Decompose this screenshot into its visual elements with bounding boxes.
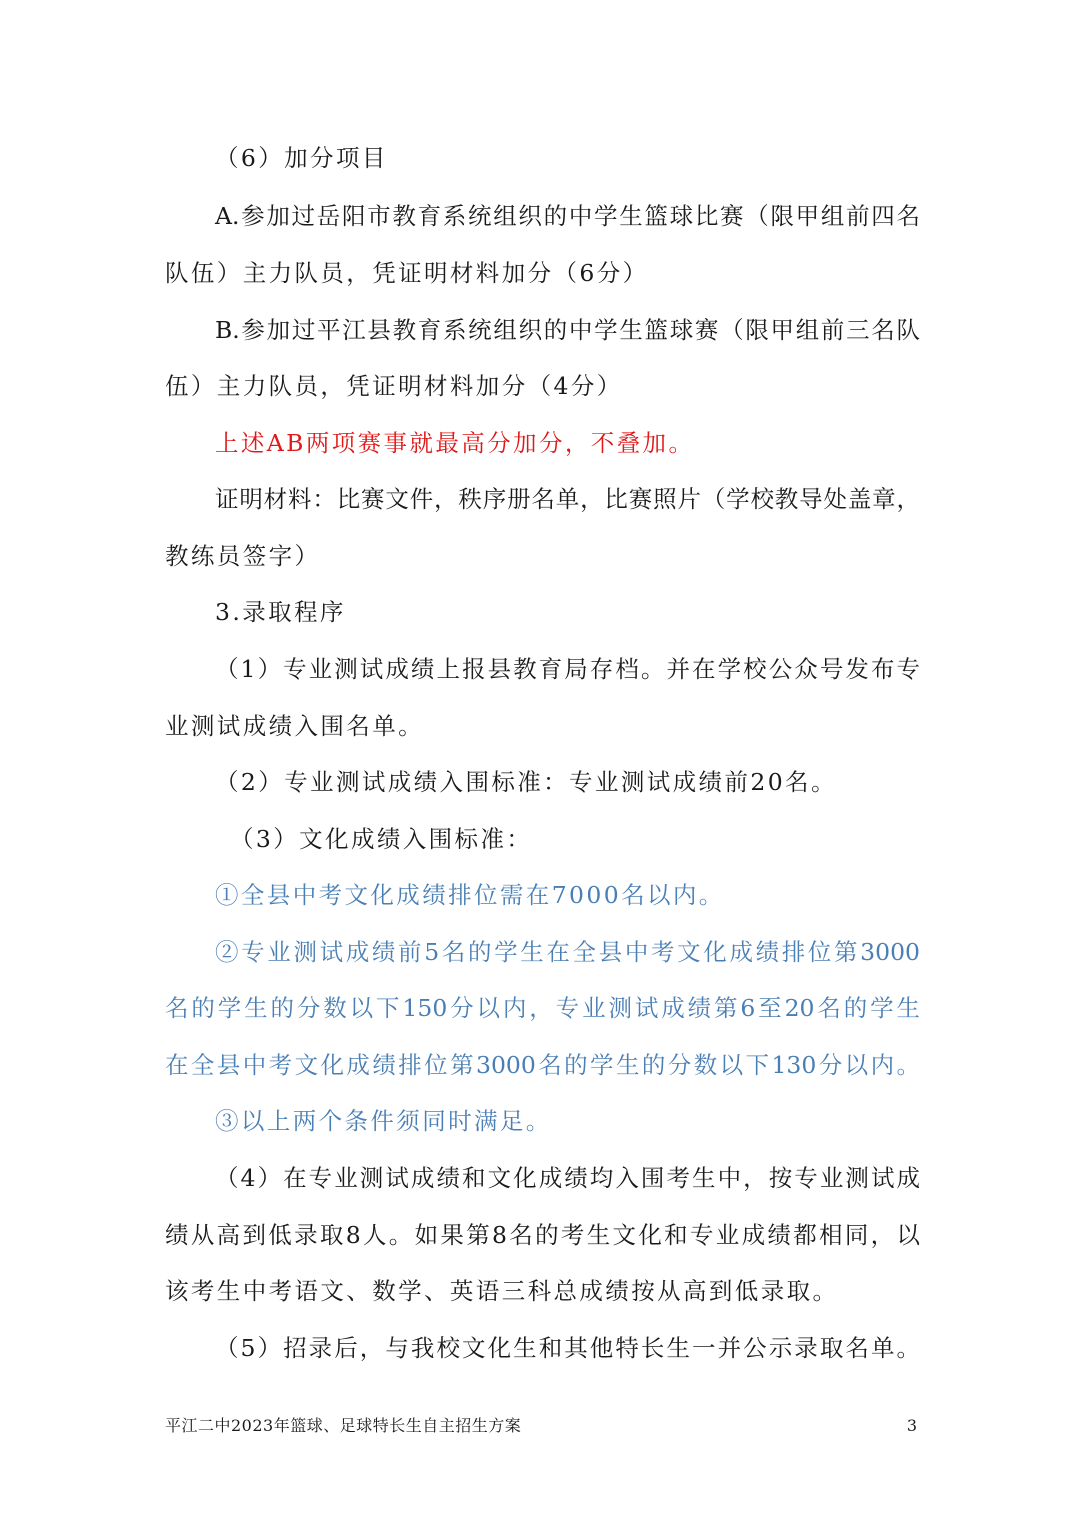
text-line: （4）在专业测试成绩和文化成绩均入围考生中，按专业测试成	[215, 1164, 920, 1192]
text-line: （2）专业测试成绩入围标准：专业测试成绩前20名。	[215, 768, 837, 796]
text-line: ①全县中考文化成绩排位需在7000名以内。	[215, 881, 725, 909]
text-line: ②专业测试成绩前5名的学生在全县中考文化成绩排位第3000	[215, 938, 920, 966]
text-line: A.参加过岳阳市教育系统组织的中学生篮球比赛（限甲组前四名	[215, 202, 920, 230]
text-line: 业测试成绩入围名单。	[165, 712, 424, 740]
text-line: 在全县中考文化成绩排位第3000名的学生的分数以下130分以内。	[165, 1051, 920, 1079]
text-line: 教练员签字）	[165, 542, 321, 570]
text-line: 伍）主力队员，凭证明材料加分（4分）	[165, 372, 623, 400]
text-line: （5）招录后，与我校文化生和其他特长生一并公示录取名单。	[215, 1334, 920, 1362]
text-line: 绩从高到低录取8人。如果第8名的考生文化和专业成绩都相同，以	[165, 1221, 920, 1249]
text-line: 证明材料：比赛文件，秩序册名单，比赛照片（学校教导处盖章，	[215, 485, 920, 513]
text-line: ③以上两个条件须同时满足。	[215, 1107, 552, 1135]
text-line: 该考生中考语文、数学、英语三科总成绩按从高到低录取。	[165, 1277, 839, 1305]
text-line: （3）文化成绩入围标准：	[230, 825, 533, 853]
text-line: 3.录取程序	[215, 598, 346, 626]
text-line: （1）专业测试成绩上报县教育局存档。并在学校公众号发布专	[215, 655, 920, 683]
text-line: （6）加分项目	[215, 144, 388, 172]
text-line: 上述AB两项赛事就最高分加分，不叠加。	[215, 429, 695, 457]
text-line: 名的学生的分数以下150分以内，专业测试成绩第6至20名的学生	[165, 994, 920, 1022]
text-line: 队伍）主力队员，凭证明材料加分（6分）	[165, 259, 649, 287]
page-number: 3	[906, 1416, 917, 1435]
text-line: B.参加过平江县教育系统组织的中学生篮球赛（限甲组前三名队	[215, 316, 920, 344]
footer-title: 平江二中2023年篮球、足球特长生自主招生方案	[165, 1416, 522, 1435]
